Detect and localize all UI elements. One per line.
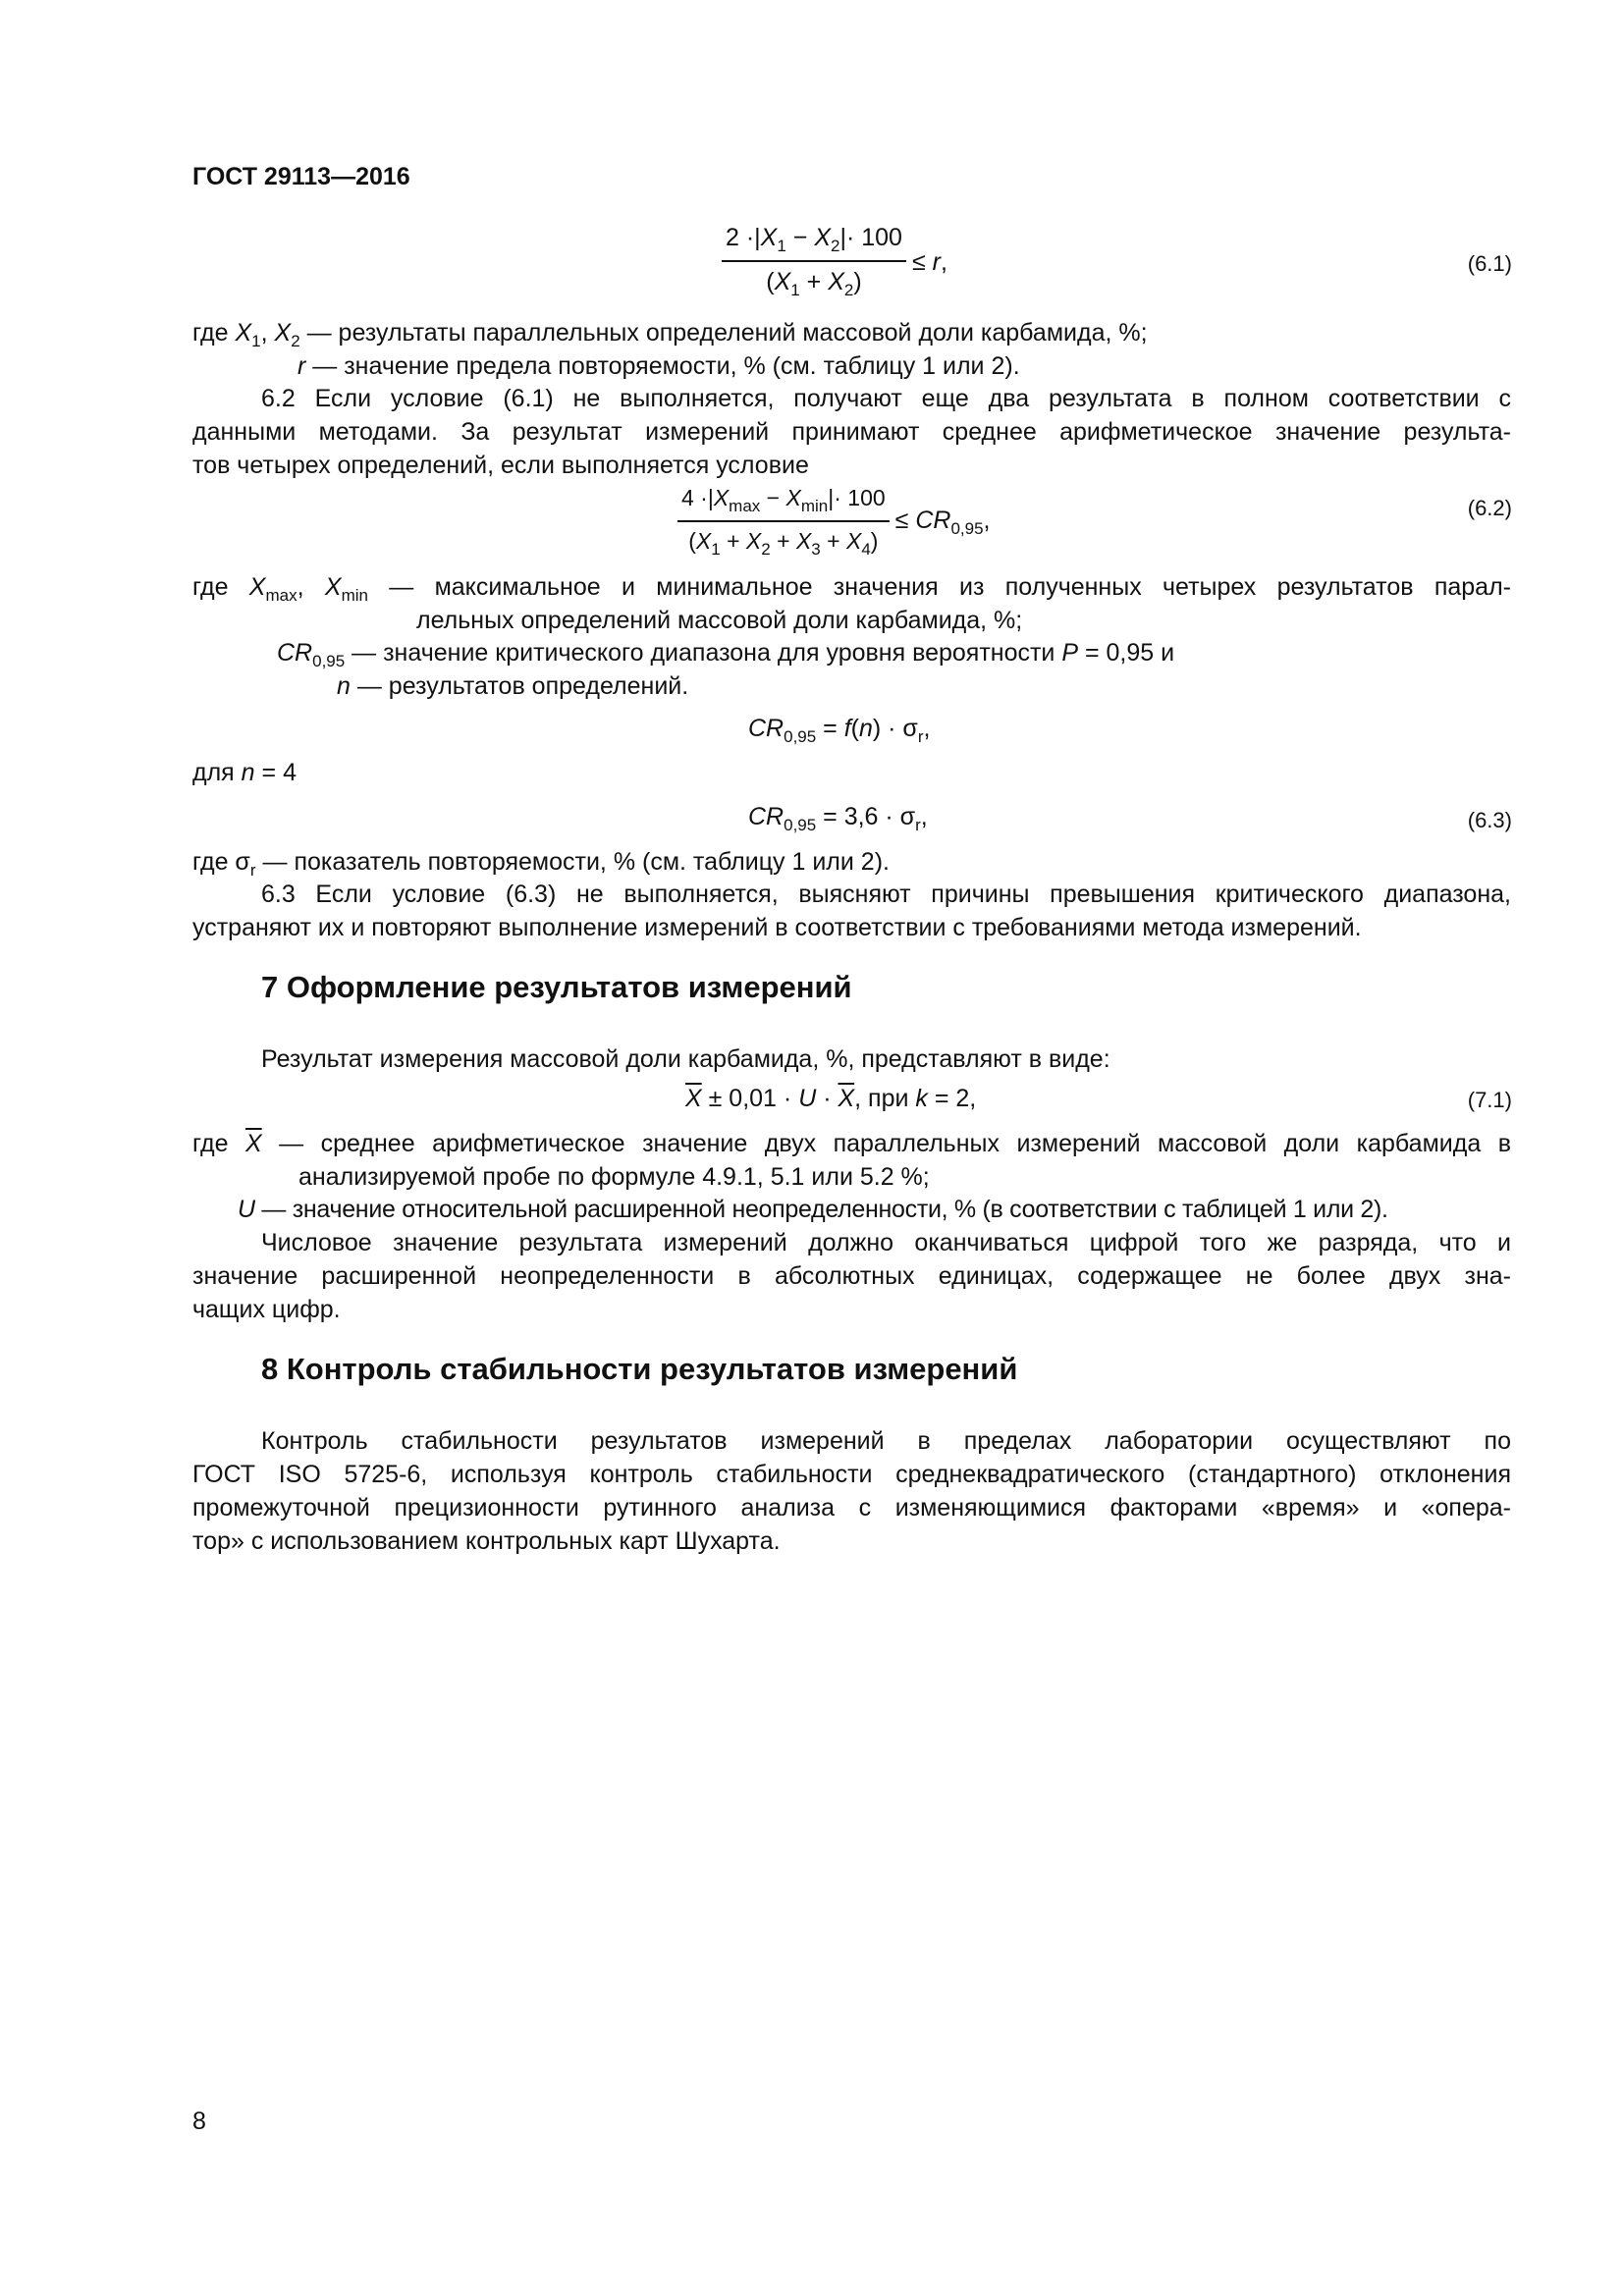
where-6-2-line-3: $CR_{0,95}$ — значение критического диапазона для уровня вероятности P = 0,95 и bbox=[277, 639, 1175, 670]
paragraph-7-line-1: Числовое значение результата измерений должно оканчиваться цифрой того же разряда, что и bbox=[261, 1229, 1511, 1256]
for-n-equals-4: для n = 4 bbox=[192, 759, 297, 786]
where-6-3: где $\sigma_r$ — показатель повторяемости, % (см. таблицу 1 или 2). bbox=[192, 848, 890, 880]
where-6-1-line-1: где $X_1$, $X_2$ — результаты параллельных определений массовой доли карбамида, %; bbox=[192, 319, 1148, 350]
section-8-line-3: промежуточной прецизионности рутинного анализа с изменяющимися факторами «время» и «опера- bbox=[192, 1494, 1511, 1522]
where-6-2-line-2: лельных определений массовой доли карбамида, %; bbox=[416, 607, 1023, 634]
paragraph-7-line-3: чащих цифр. bbox=[192, 1296, 341, 1323]
paragraph-6-2-line-3: тов четырех определений, если выполняется условие bbox=[192, 452, 809, 479]
equation-number-6-2: (6.2) bbox=[1467, 496, 1512, 520]
where-7-1-line-3: U — значение относительной расширенной неопределенности, % (в соответствии с таблицей 1 или 2). bbox=[238, 1196, 1388, 1223]
equation-number-7-1: (7.1) bbox=[1467, 1088, 1512, 1112]
paragraph-6-2-line-1: 6.2 Если условие (6.1) не выполняется, получают еще два результата в полном соответствии с bbox=[261, 385, 1511, 412]
formula-6-3: $CR_{0,95} = 3,6 \cdot \sigma_r$, bbox=[748, 803, 928, 834]
where-6-2-line-4: n — результатов определений. bbox=[337, 672, 689, 700]
formula-6-2: $\frac{4 \cdot|X_{max} - X_{min}|\cdot 100}{(X_1 + X_2 + X_3 + X_4)}$ ≤ $CR_{0,95}$, bbox=[677, 485, 991, 560]
document-code-header: ГОСТ 29113—2016 bbox=[192, 163, 410, 190]
section-8-line-4: тор» с использованием контрольных карт Шухарта. bbox=[192, 1527, 781, 1555]
section-8-line-2: ГОСТ ISO 5725-6, используя контроль стабильности среднеквадратического (стандартного) отклонения bbox=[192, 1461, 1511, 1488]
where-6-2-line-1: где $X_{max}$, $X_{min}$ — максимальное и минимальное значения из полученных четырех результатов парал- bbox=[192, 573, 1511, 605]
equation-number-6-1: (6.1) bbox=[1467, 251, 1512, 276]
where-6-1-line-2: r — значение предела повторяемости, % (см. таблицу 1 или 2). bbox=[298, 352, 1020, 380]
page-number: 8 bbox=[192, 2108, 206, 2135]
paragraph-6-3-line-2: устраняют их и повторяют выполнение измерений в соответствии с требованиями метода измерений. bbox=[192, 914, 1362, 941]
section-8-line-1: Контроль стабильности результатов измерений в пределах лаборатории осуществляют по bbox=[261, 1427, 1511, 1455]
formula-7-1: $\overline{X} \pm 0,01 \cdot U \cdot \overline{X}$, при k = 2, bbox=[685, 1085, 977, 1112]
section-7-title: 7 Оформление результатов измерений bbox=[261, 970, 852, 1004]
section-8-title: 8 Контроль стабильности результатов измерений bbox=[261, 1352, 1018, 1386]
formula-cr-function: $CR_{0,95} = f(n) \cdot \sigma_r$, bbox=[748, 715, 931, 746]
equation-number-6-3: (6.3) bbox=[1467, 808, 1512, 832]
formula-6-1: $\frac{2 \cdot|X_1 - X_2|\cdot 100}{(X_1 + X_2)}$ ≤ r, bbox=[722, 224, 947, 300]
paragraph-7-line-2: значение расширенной неопределенности в абсолютных единицах, содержащее не более двух зна- bbox=[192, 1262, 1511, 1290]
where-7-1-line-2: анализируемой пробе по формуле 4.9.1, 5.1 или 5.2 %; bbox=[298, 1163, 930, 1191]
paragraph-6-3-line-1: 6.3 Если условие (6.3) не выполняется, выясняют причины превышения критического диапазона, bbox=[261, 881, 1511, 908]
section-7-intro: Результат измерения массовой доли карбамида, %, представляют в виде: bbox=[261, 1045, 1110, 1073]
paragraph-6-2-line-2: данными методами. За результат измерений принимают среднее арифметическое значение результа- bbox=[192, 418, 1511, 446]
where-7-1-line-1: где $\overline{X}$ — среднее арифметическое значение двух параллельных измерений массовой доли карбамида в bbox=[192, 1130, 1511, 1157]
